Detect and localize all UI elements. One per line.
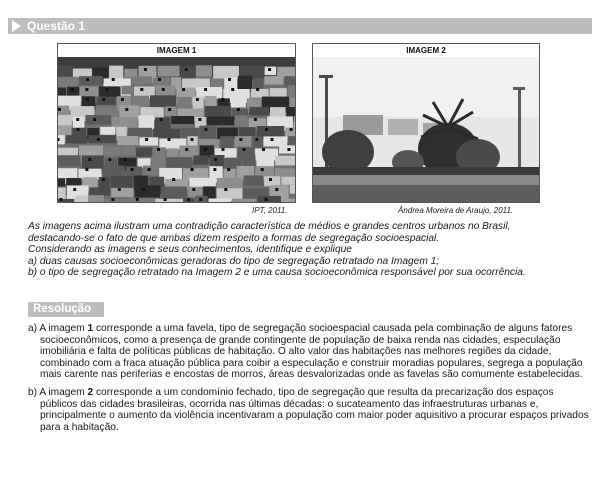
favela-house-shape: [193, 156, 208, 165]
statement-line-3: Considerando as imagens e seus conhecimentos, identifique e explique: [28, 244, 352, 255]
statement-item-b: b) o tipo de segregação retratado na Imagem 2 e uma causa socioeconômica responsável por sua ocorrência.: [28, 267, 526, 278]
favela-house-shape: [232, 199, 257, 202]
favela-house-shape: [138, 115, 154, 129]
statement-line-1: As imagens acima ilustram uma contradição característica de médios e grandes centros urbanos no Brasil,: [28, 221, 511, 232]
favela-house-shape: [275, 156, 295, 166]
favela-window-shape: [196, 98, 199, 101]
question-header: [8, 18, 592, 34]
favela-window-shape: [185, 148, 188, 151]
favela-house-shape: [85, 115, 111, 125]
favela-window-shape: [144, 68, 147, 71]
favela-window-shape: [58, 138, 60, 141]
resolution-title: Resolução: [33, 303, 92, 315]
favela-house-shape: [139, 137, 158, 145]
question-statement: [28, 221, 590, 279]
favela-window-shape: [213, 168, 216, 171]
favela-house-shape: [252, 136, 262, 147]
image-2-credit: Ândrea Moreira de Araujo, 2011.: [398, 206, 514, 215]
favela-house-shape: [275, 168, 295, 176]
favela-house-shape: [171, 116, 194, 124]
favela-window-shape: [237, 108, 240, 111]
answer-b-text: corresponde a um condomínio fechado, tipo de segregação que resulta da precarização dos espaços públicos das cidades brasileiras, ocorrida nas últimas décadas: o sucateamento das infraestruturas urbanas e, principalmente o aumento da violência incentivaram a população com maior poder aquisitivo a procurar espaços privados para a habitação.: [40, 386, 589, 433]
image-1-figure: [57, 43, 296, 203]
favela-house-shape: [58, 155, 81, 166]
favela-window-shape: [199, 198, 202, 201]
favela-house-shape: [284, 76, 295, 86]
favela-house-shape: [244, 175, 263, 185]
favela-house-shape: [89, 135, 117, 143]
statement-line-2: destacando-se o fato de que ambas dizem respeito a formas de segregação socioespacial.: [28, 232, 440, 244]
favela-window-shape: [290, 128, 293, 131]
favela-window-shape: [222, 148, 225, 151]
favela-window-shape: [131, 168, 134, 171]
favela-window-shape: [142, 188, 145, 191]
favela-window-shape: [191, 138, 194, 141]
favela-house-shape: [96, 97, 115, 105]
favela-window-shape: [106, 88, 109, 91]
favela-window-shape: [73, 188, 76, 191]
image-2-figure: [312, 43, 540, 203]
favela-house-shape: [231, 96, 246, 108]
favela-window-shape: [118, 188, 121, 191]
favela-house-shape: [111, 188, 133, 197]
favela-house-shape: [124, 69, 137, 78]
favela-window-shape: [254, 118, 257, 121]
favela-window-shape: [192, 188, 195, 191]
favela-house-shape: [177, 97, 192, 109]
favela-window-shape: [287, 148, 290, 151]
favela-house-shape: [89, 187, 110, 195]
favela-window-shape: [228, 78, 231, 81]
favela-house-shape: [239, 127, 256, 136]
favela-window-shape: [71, 88, 74, 91]
favela-house-shape: [235, 116, 248, 127]
favela-house-shape: [279, 145, 295, 153]
favela-window-shape: [243, 148, 246, 151]
answer-a: [28, 323, 590, 381]
favela-window-shape: [97, 138, 100, 141]
favela-house-shape: [73, 69, 92, 78]
favela-house-shape: [58, 88, 66, 96]
answer-b: [28, 387, 590, 433]
favela-window-shape: [124, 158, 127, 161]
favela-house-shape: [75, 196, 86, 202]
favela-window-shape: [187, 198, 190, 201]
question-title: Questão 1: [27, 19, 86, 33]
favela-window-shape: [271, 138, 274, 141]
favela-window-shape: [269, 178, 272, 181]
favela-house-shape: [111, 176, 133, 189]
favela-window-shape: [85, 168, 88, 171]
favela-window-shape: [86, 78, 89, 81]
favela-window-shape: [160, 118, 163, 121]
favela-house-shape: [189, 178, 216, 187]
resolution-body: [28, 323, 590, 439]
favela-house-shape: [290, 185, 295, 194]
favela-house-shape: [117, 136, 138, 145]
favela-house-shape: [155, 199, 183, 202]
favela-window-shape: [214, 158, 217, 161]
favela-house-shape: [257, 157, 275, 166]
favela-window-shape: [265, 128, 268, 131]
favela-window-shape: [224, 188, 227, 191]
image-1-caption: IMAGEM 1: [156, 46, 197, 55]
favela-window-shape: [136, 198, 139, 201]
image-1-credit: IPT, 2011.: [252, 206, 288, 215]
answer-b-prefix: b) A imagem: [28, 386, 88, 398]
favela-window-shape: [86, 98, 89, 101]
favela-window-shape: [140, 88, 143, 91]
favela-window-shape: [121, 98, 124, 101]
favela-window-shape: [85, 88, 88, 91]
favela-house-shape: [209, 199, 232, 203]
favela-window-shape: [145, 138, 148, 141]
condominium-photo: [313, 57, 539, 202]
favela-house-shape: [132, 76, 152, 84]
favela-house-shape: [158, 66, 180, 77]
favela-window-shape: [168, 108, 171, 111]
favela-window-shape: [185, 68, 188, 71]
answer-a-text: corresponde a uma favela, tipo de segregação socioespacial causada pela combinação de alguns fatores socioeconômicos, como a presença de grande contingente de população de baixa renda nas cidades, especulação imobiliária e falta de políticas públicas de habitação. O alto valor das habitações nas melhores regiões da cidade, combinado com a fraca atuação pública para coibir a especulação e construir moradias populares, segrega a população mais carente nas periferias e encostas de morros, áreas desvalorizadas onde as favelas são comumente estabelecidas.: [40, 323, 583, 381]
play-arrow-icon: [12, 20, 21, 32]
favela-house-shape: [88, 195, 104, 202]
image-2-caption: IMAGEM 2: [406, 46, 446, 55]
favela-house-shape: [205, 106, 231, 117]
favela-window-shape: [157, 148, 160, 151]
favela-window-shape: [268, 68, 271, 71]
favela-house-shape: [165, 107, 177, 116]
favela-window-shape: [227, 168, 230, 171]
favela-window-shape: [102, 178, 105, 181]
favela-house-shape: [109, 66, 123, 81]
favela-window-shape: [204, 88, 207, 91]
favela-window-shape: [164, 198, 167, 201]
favela-house-shape: [270, 107, 286, 117]
favela-house-shape: [281, 177, 295, 185]
favela-window-shape: [148, 168, 151, 171]
favela-house-shape: [263, 136, 287, 146]
favela-window-shape: [198, 118, 201, 121]
resolution-header: [28, 302, 104, 317]
favela-house-shape: [213, 66, 239, 79]
favela-window-shape: [102, 98, 105, 101]
favela-house-shape: [136, 148, 152, 157]
favela-window-shape: [58, 108, 61, 111]
favela-house-shape: [249, 107, 269, 116]
favela-house-shape: [282, 199, 295, 202]
favela-window-shape: [77, 128, 80, 131]
favela-window-shape: [112, 78, 115, 81]
favela-house-shape: [258, 196, 281, 202]
favela-house-shape: [79, 76, 102, 85]
favela-house-shape: [143, 166, 158, 176]
favela-window-shape: [261, 168, 264, 171]
favela-window-shape: [108, 158, 111, 161]
answer-a-prefix: a) A imagem: [28, 323, 88, 334]
favela-window-shape: [221, 98, 224, 101]
favela-window-shape: [275, 188, 278, 191]
favela-house-shape: [128, 198, 154, 202]
favela-house-shape: [66, 135, 88, 143]
answer-b-number: 2: [87, 386, 94, 398]
favela-window-shape: [204, 128, 207, 131]
favela-house-shape: [135, 185, 161, 197]
favela-window-shape: [162, 88, 165, 91]
favela-window-shape: [255, 138, 258, 141]
favela-window-shape: [168, 138, 171, 141]
favela-window-shape: [256, 88, 259, 91]
favela-house-shape: [122, 86, 134, 95]
favela-window-shape: [111, 198, 114, 201]
favela-window-shape: [191, 168, 194, 171]
favela-house-shape: [99, 86, 121, 97]
answer-a-number: 1: [87, 323, 94, 334]
favela-window-shape: [76, 118, 79, 121]
favela-house-shape: [100, 127, 115, 135]
favela-house-shape: [234, 136, 251, 147]
favela-window-shape: [59, 198, 62, 201]
favela-house-shape: [207, 116, 234, 125]
favela-window-shape: [125, 108, 128, 111]
favela-window-shape: [93, 118, 96, 121]
favela-window-shape: [88, 158, 91, 161]
favela-house-shape: [251, 89, 269, 98]
favela-window-shape: [182, 88, 185, 91]
favela-house-shape: [264, 176, 280, 186]
favela-window-shape: [262, 148, 265, 151]
favela-house-shape: [104, 146, 121, 156]
favela-house-shape: [58, 178, 65, 186]
favela-photo: [58, 57, 295, 202]
favela-window-shape: [158, 78, 161, 81]
favela-house-shape: [119, 106, 139, 120]
favela-window-shape: [231, 88, 234, 91]
favela-window-shape: [265, 198, 268, 201]
favela-house-shape: [196, 65, 212, 77]
favela-window-shape: [204, 148, 207, 151]
favela-house-shape: [122, 146, 135, 156]
favela-window-shape: [172, 178, 175, 181]
favela-house-shape: [105, 199, 127, 202]
favela-house-shape: [265, 76, 284, 85]
statement-item-a: a) duas causas socioeconômicas geradoras do tipo de segregação retratado na Imagem 1;: [28, 255, 440, 267]
favela-window-shape: [239, 138, 242, 141]
